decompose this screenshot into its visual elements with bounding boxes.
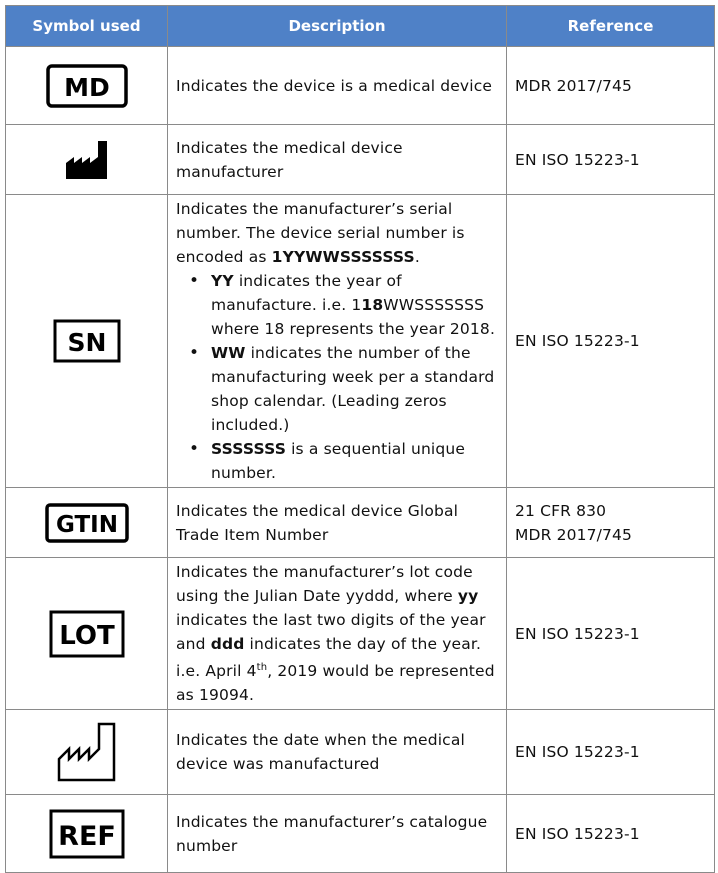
symbol-cell xyxy=(6,558,168,710)
reference-cell xyxy=(507,488,715,558)
description-cell: Indicates the medical device Global Trade Item Number xyxy=(168,488,507,558)
reference-cell: MDR 2017/745 xyxy=(507,47,715,125)
reference-line: MDR 2017/745 xyxy=(515,525,633,544)
table-row xyxy=(6,710,715,795)
reference-cell: EN ISO 15223-1 xyxy=(507,558,715,710)
list-item: • SSSSSSS is a sequential unique number. xyxy=(211,437,500,485)
description-cell: Indicates the medical device manufacturer xyxy=(168,125,507,195)
reference-cell: EN ISO 15223-1 xyxy=(507,125,715,195)
serial-format-code: 1YYWWSSSSSSS xyxy=(271,248,415,266)
sn-symbol-icon xyxy=(53,319,121,363)
ref-symbol-text: REF xyxy=(57,820,116,852)
reference-cell: EN ISO 15223-1 xyxy=(507,795,715,873)
serial-format-list xyxy=(176,269,500,485)
list-item: • YY indicates the year of manufacture. i.e. 118WWSSSSSSS where 18 represents the year 2018. xyxy=(211,269,500,341)
lot-symbol-text: LOT xyxy=(58,620,115,651)
description-cell: Indicates the date when the medical device was manufactured xyxy=(168,710,507,795)
gtin-symbol-text: GTIN xyxy=(55,511,118,538)
table-row xyxy=(6,558,715,710)
symbols-table xyxy=(5,5,715,873)
reference-cell: EN ISO 15223-1 xyxy=(507,195,715,488)
reference-cell: EN ISO 15223-1 xyxy=(507,710,715,795)
table-row xyxy=(6,125,715,195)
description-cell: Indicates the manufacturer’s lot code using the Julian Date yyddd, where yy indicates the last two digits of the year and ddd indicates the day of the year. i.e. April 4th, 2019 would be represented as 19094. xyxy=(168,558,507,710)
header-symbol-used: Symbol used xyxy=(6,6,168,47)
sn-symbol-text: SN xyxy=(67,328,106,357)
symbol-cell xyxy=(6,488,168,558)
description-cell: Indicates the manufacturer’s serial number. The device serial number is encoded as 1YYWWSSSSSSS. • YY indicates the year of manufacture. i.e. 118WWSSSSSSS where 18 represents the year 2018. • WW indicates the number of the manufacturing week per a standard shop calendar. (Leading zeros included.) • SSSSSSS is a sequential unique number. xyxy=(168,195,507,488)
md-symbol-icon xyxy=(46,64,128,108)
header-row xyxy=(6,6,715,47)
description-cell: Indicates the device is a medical device xyxy=(168,47,507,125)
symbol-cell xyxy=(6,47,168,125)
table-row xyxy=(6,795,715,873)
symbol-cell xyxy=(6,125,168,195)
table-row xyxy=(6,47,715,125)
ref-symbol-icon xyxy=(49,809,125,859)
symbol-cell xyxy=(6,710,168,795)
header-description: Description xyxy=(168,6,507,47)
symbol-cell xyxy=(6,795,168,873)
manufacturer-icon xyxy=(64,139,110,181)
reference-line: 21 CFR 830 xyxy=(515,501,607,520)
md-symbol-text: MD xyxy=(63,72,110,102)
table-row xyxy=(6,488,715,558)
lot-symbol-icon xyxy=(49,610,125,658)
symbol-cell xyxy=(6,195,168,488)
gtin-symbol-icon xyxy=(45,503,129,543)
description-cell: Indicates the manufacturer’s catalogue number xyxy=(168,795,507,873)
table-row xyxy=(6,195,715,488)
list-item: • WW indicates the number of the manufacturing week per a standard shop calendar. (Leading zeros included.) xyxy=(211,341,500,437)
header-reference: Reference xyxy=(507,6,715,47)
date-of-manufacture-icon xyxy=(56,721,118,783)
